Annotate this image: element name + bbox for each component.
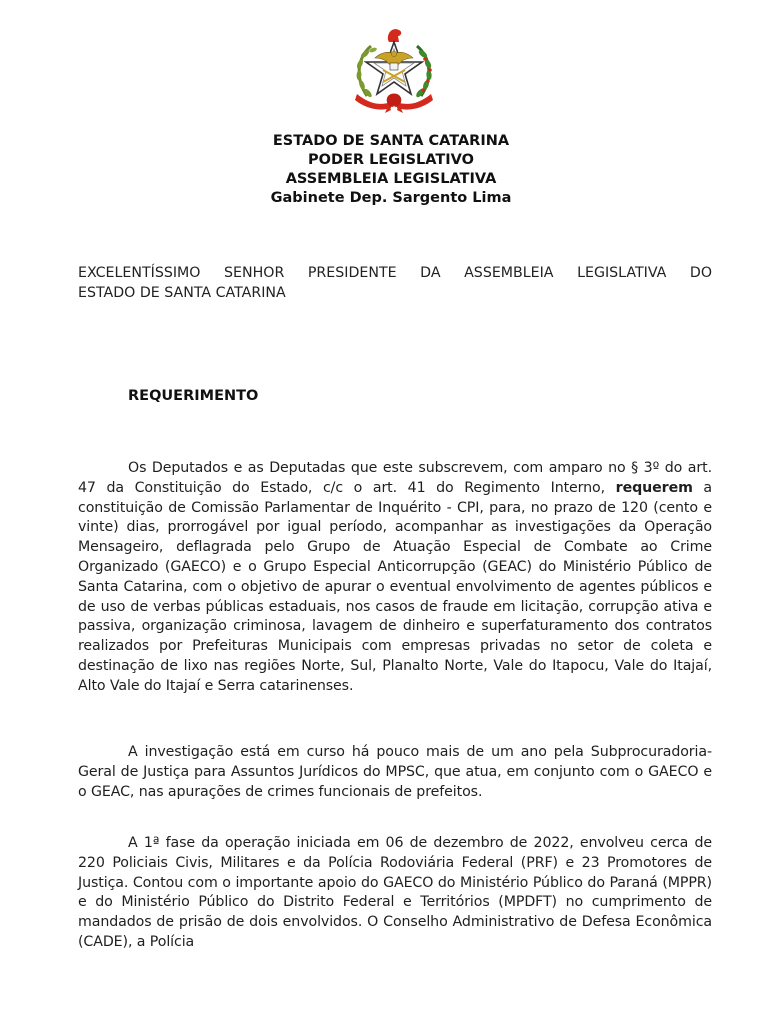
- paragraph-1-rest: a constituição de Comissão Parlamentar de Inquérito - CPI, para, no prazo de 120 (cento e vinte) dias, prorrogável por igual período, acompanhar as investigações da Operação Mensageiro, deflagrada pelo Grupo de Atuação Especial de Combate ao Crime Organizado (GAECO) e o Grupo Especial Anticorrupção (GEAC) do Ministério Público de Santa Catarina, com o objetivo de apurar o eventual envolvimento de agentes públicos e de uso de verbas públicas estaduais, nos casos de fraude em licitação, corrupção ativa e passiva, organização criminosa, lavagem de dinheiro e superfaturamento dos contratos realizados por Prefeituras Municipais com empresas privadas no setor de coleta e destinação de lixo nas regiões Norte, Sul, Planalto Norte, Vale do Itapocu, Vale do Itajaí, Alto Vale do Itajaí e Serra catarinenses.: [78, 479, 712, 694]
- header-assembly: ASSEMBLEIA LEGISLATIVA: [285, 171, 497, 187]
- left-wreath: [356, 46, 378, 98]
- addressee-line-1: EXCELENTÍSSIMO SENHOR PRESIDENTE DA ASSEMBLEIA LEGISLATIVA DO: [78, 265, 712, 281]
- paragraph-1-bold-verb: requerem: [615, 479, 693, 496]
- ribbon: [355, 94, 433, 114]
- paragraph-2: [78, 743, 712, 802]
- paragraph-1: [78, 459, 712, 697]
- header-power: PODER LEGISLATIVO: [308, 152, 474, 168]
- right-wreath: [415, 46, 433, 99]
- addressee: [78, 263, 712, 303]
- addressee-line-2: ESTADO DE SANTA CATARINA: [78, 285, 286, 301]
- paragraph-2-text: A investigação está em curso há pouco mais de um ano pela Subprocuradoria-Geral de Justiça para Assuntos Jurídicos do MPSC, que atua, em conjunto com o GAECO e o GEAC, nas apurações de crimes funcionais de prefeitos.: [78, 744, 712, 800]
- header-state: ESTADO DE SANTA CATARINA: [272, 133, 510, 149]
- paragraph-3-text: A 1ª fase da operação iniciada em 06 de dezembro de 2022, envolveu cerca de 220 Policiais Civis, Militares e da Polícia Rodoviária Federal (PRF) e 23 Promotores de Justiça. Contou com o importante apoio do GAECO do Ministério Público do Paraná (MPPR) e do Ministério Público do Distrito Federal e Territórios (MPDFT) no cumprimento de mandados de prisão de dois envolvidos. O Conselho Administrativo de Defesa Econômica (CADE), a Polícia: [78, 835, 712, 950]
- phrygian-cap: [388, 29, 401, 42]
- paragraph-3: [78, 834, 712, 953]
- coat-of-arms-icon: [351, 24, 437, 114]
- paragraph-1-intro: Os Deputados e as Deputadas que este subscrevem, com amparo no § 3º do art. 47 da Constituição do Estado, c/c o art. 41 do Regimento Interno,: [78, 460, 712, 496]
- header-office: Gabinete Dep. Sargento Lima: [270, 190, 512, 206]
- document-header: [0, 132, 782, 208]
- document-title: REQUERIMENTO: [128, 388, 259, 404]
